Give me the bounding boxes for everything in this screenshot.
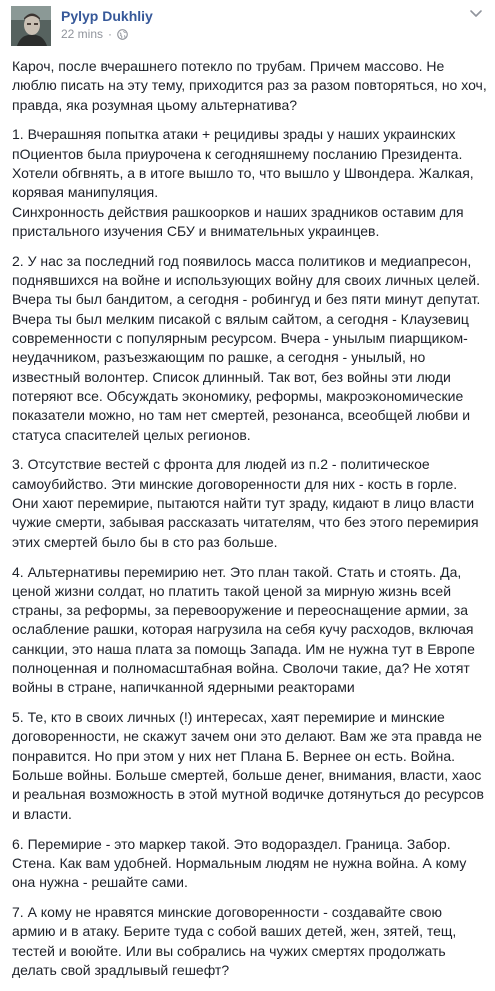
post-paragraph: 5. Те, кто в своих личных (!) интересах, хаят перемирие и минские договоренности, не скажут зачем они это делают. Вам же эта правда не понравится. Но при этом у них нет Плана Б. Вернее он есть. Война. Больше войны. Больше смертей, больше денег, внимания, власти, хаос и реальная возможность в этой мутной водичке дотянуться до ресурсов и власти.	[12, 709, 484, 822]
post-paragraph: 7. А кому не нравятся минские договоренности - создавайте свою армию и в атаку. Берите туда с собой ваших детей, жен, зятей, тещ, тестей и воюйте. Или вы собрались на чужих смертях продолжать делать свой зрадлывый гешефт?	[12, 904, 457, 978]
post-text	[12, 57, 487, 991]
post-time[interactable]: 22 mins	[61, 27, 104, 41]
post-paragraph: 4. Альтернативы перемирию нет. Это план такой. Стать и стоять. Да, ценой жизни солдат, но платить такой ценой за мирную жизнь всей страны, за реформы, за перевооружение и переоснащение армии, за ослабление рашки, которая нагрузила на себя кучу расходов, включая санкции, это наша плата за помощь Запада. Им не нужна тут в Европе полноценная и полномасштабная война. Сволочи такие, да? Не хотят войны в стране, напичканной ядерными реакторами	[12, 563, 475, 696]
post-paragraph: 1. Вчерашняя попытка атаки + рецидивы зрады у наших украинских пОциентов была приурочена к сегодняшнему посланию Президента. Хотели обгвнять, а в итоге вышло то, что вышло у Швондера. Жалкая, корявая манипуляция. Синхронность действия рашкоорков и наших зрадников оставим для пристального изучения СБУ и внимательных украинцев.	[12, 126, 474, 239]
author-name[interactable]: Pylyp Dukhliy	[61, 8, 153, 24]
chevron-down-icon[interactable]	[469, 8, 483, 18]
post-paragraph: 6. Перемирие - это маркер такой. Это водораздел. Граница. Забор. Стена. Как вам удобней. Нормальным людям не нужна война. А кому она нужна - решайте сами.	[12, 835, 467, 891]
post-header	[11, 6, 485, 48]
post-meta	[61, 27, 128, 41]
post-paragraph: 2. У нас за последний год появилось масса политиков и медиапресон, поднявшихся на войне и использующих войну для своих личных целей. Вчера ты был бандитом, а сегодня - робингуд и без пяти минут депутат. Вчера ты был мелким писакой с вялым сайтом, а сегодня - Клаузевиц современности с популярным ресурсом. Вчера - унылым пиарщиком-неудачником, разъезжающим по рашке, а сегодня - унылый, но известный волонтер. Список длинный. Так вот, без войны эти люди потеряют все. Обсуждать экономику, реформы, макроэкономические показатели можно, но там нет смертей, резонанса, всеобщей любви и статуса спасителей целых регионов.	[12, 252, 481, 443]
avatar[interactable]	[11, 6, 51, 46]
post-paragraph: 3. Отсутствие вестей с фронта для людей из п.2 - политическое самоубийство. Эти минские договоренности для них - кость в горле. Они хают перемирие, пытаются найти тут зраду, кидают в лицо власти чужие смерти, забывая рассказать читателям, что без этого перемирия этих смертей было бы в сто раз больше.	[12, 456, 479, 550]
meta-separator: ·	[108, 27, 113, 41]
post-paragraph: Кароч, после вчерашнего потекло по трубам. Причем массово. Не люблю писать на эту тему, приходится раз за разом повторяться, но хоч, правда, яка розумная цьому альтернатива?	[12, 58, 487, 113]
globe-icon[interactable]	[117, 29, 128, 40]
avatar-photo	[11, 6, 51, 46]
